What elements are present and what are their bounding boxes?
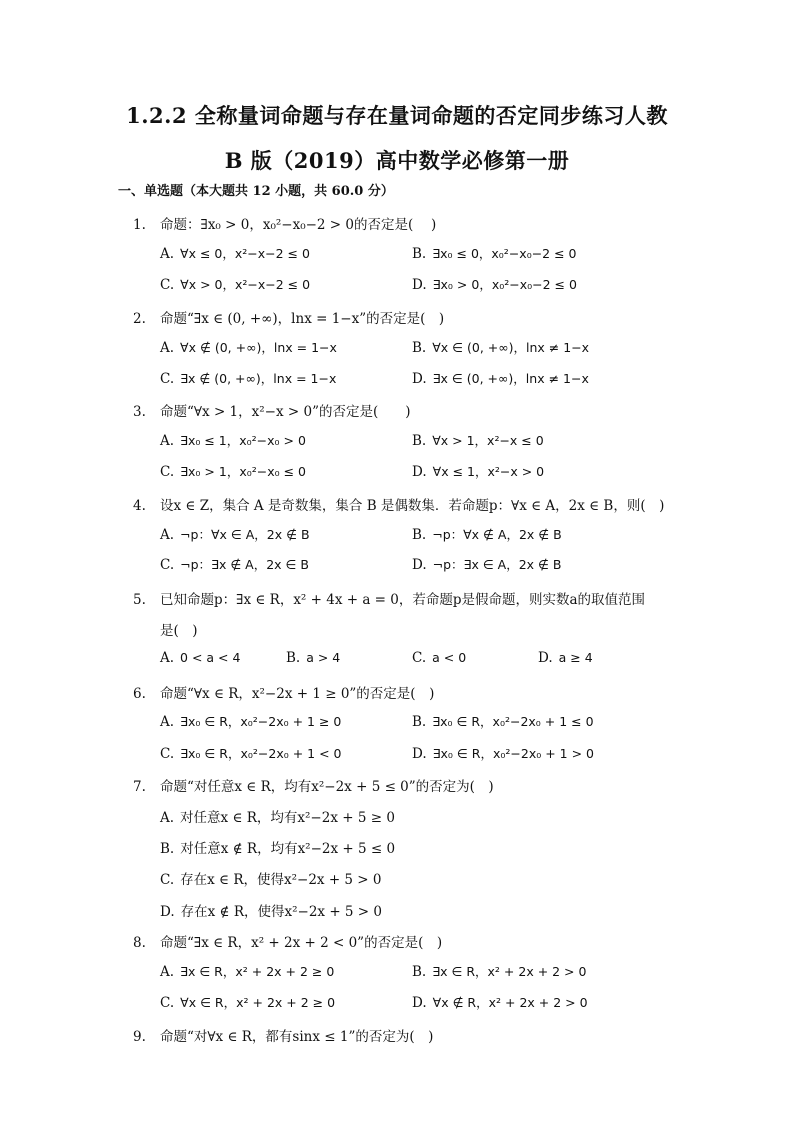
question-5-continuation: 是( ) xyxy=(160,623,198,639)
question-text: 命题“∃x ∈ R，x² + 2x + 2 < 0”的否定是( ) xyxy=(160,935,443,951)
option-label: B. xyxy=(160,841,175,857)
option-a xyxy=(160,244,310,262)
option-label: A. xyxy=(160,714,175,730)
option-d xyxy=(412,462,544,480)
option-label: B. xyxy=(412,433,427,449)
question-number: 1. xyxy=(133,217,146,233)
option-text: a < 0 xyxy=(432,650,467,665)
question-text: 已知命题p：∃x ∈ R，x² + 4x + a = 0，若命题p是假命题，则实数a的取值范围 xyxy=(160,592,646,608)
option-label: B. xyxy=(412,340,427,356)
option-text: ∀x > 1，x²−x ≤ 0 xyxy=(432,433,544,448)
option-label: B. xyxy=(412,714,427,730)
option-label: A. xyxy=(160,650,175,666)
option-b xyxy=(286,650,340,666)
option-label: C. xyxy=(160,371,175,387)
question-6 xyxy=(133,682,434,702)
option-b xyxy=(412,525,562,543)
question-number: 9. xyxy=(133,1029,146,1045)
question-5 xyxy=(133,588,645,608)
option-label: C. xyxy=(160,746,175,762)
option-label: B. xyxy=(412,964,427,980)
question-1 xyxy=(133,213,436,233)
option-c xyxy=(160,555,309,573)
option-text: ¬p：∃x ∉ A，2x ∈ B xyxy=(180,557,309,572)
option-text: ∃x ∈ R，x² + 2x + 2 > 0 xyxy=(432,964,587,979)
question-number: 2. xyxy=(133,311,146,327)
option-b xyxy=(412,244,577,262)
option-label: C. xyxy=(412,650,427,666)
question-number: 6. xyxy=(133,686,146,702)
option-label: B. xyxy=(286,650,301,666)
option-text: a > 4 xyxy=(306,650,341,665)
document-title-line2: B 版（2019）高中数学必修第一册 xyxy=(224,148,570,173)
option-label: C. xyxy=(160,872,175,888)
option-label: A. xyxy=(160,527,175,543)
question-number: 3. xyxy=(133,404,146,420)
option-d xyxy=(160,900,382,920)
option-label: A. xyxy=(160,246,175,262)
question-8 xyxy=(133,931,442,951)
option-text: a ≥ 4 xyxy=(558,650,593,665)
document-title-line1: 1.2.2 全称量词命题与存在量词命题的否定同步练习人教 xyxy=(126,103,668,128)
question-text: 命题“∀x > 1，x²−x > 0”的否定是( ) xyxy=(160,404,411,420)
option-label: D. xyxy=(160,904,175,920)
option-text: ∃x₀ ∈ R，x₀²−2x₀ + 1 ≥ 0 xyxy=(180,714,342,729)
option-text: ¬p：∀x ∈ A，2x ∉ B xyxy=(180,527,310,542)
option-d xyxy=(412,275,577,293)
option-text: ∃x ∈ R，x² + 2x + 2 ≥ 0 xyxy=(180,964,335,979)
option-label: C. xyxy=(160,995,175,1011)
option-label: A. xyxy=(160,433,175,449)
option-label: C. xyxy=(160,277,175,293)
option-c xyxy=(160,868,382,888)
option-label: D. xyxy=(412,277,427,293)
option-text: ∃x₀ ∈ R，x₀²−2x₀ + 1 > 0 xyxy=(432,746,594,761)
option-b xyxy=(412,338,589,356)
option-label: C. xyxy=(160,557,175,573)
question-7 xyxy=(133,775,494,795)
option-label: A. xyxy=(160,964,175,980)
option-text: ∃x₀ ∈ R，x₀²−2x₀ + 1 ≤ 0 xyxy=(432,714,594,729)
option-text: 存在x ∈ R，使得x²−2x + 5 > 0 xyxy=(180,872,382,888)
question-text: 命题“对任意x ∈ R，均有x²−2x + 5 ≤ 0”的否定为( ) xyxy=(160,779,494,795)
option-label: C. xyxy=(160,464,175,480)
option-text: ∃x₀ ≤ 1，x₀²−x₀ > 0 xyxy=(180,433,306,448)
option-text: ∀x ≤ 1，x²−x > 0 xyxy=(432,464,545,479)
option-text: ∀x ∉ R，x² + 2x + 2 > 0 xyxy=(432,995,588,1010)
question-text: 命题：∃x₀ > 0，x₀²−x₀−2 > 0的否定是( ) xyxy=(160,217,437,233)
option-c xyxy=(160,993,335,1011)
option-a xyxy=(160,650,240,666)
option-text: ∀x > 0，x²−x−2 ≤ 0 xyxy=(180,277,311,292)
question-number: 4. xyxy=(133,498,146,514)
option-d xyxy=(412,993,588,1011)
option-label: D. xyxy=(538,650,553,666)
question-number: 7. xyxy=(133,779,146,795)
option-label: D. xyxy=(412,464,427,480)
question-2 xyxy=(133,307,444,327)
option-text: ∃x ∈ (0, +∞)，lnx ≠ 1−x xyxy=(432,371,589,386)
option-d xyxy=(412,555,562,573)
option-a xyxy=(160,962,334,980)
section-header: 一、单选题（本大题共 12 小题，共 60.0 分） xyxy=(118,184,394,199)
option-text: ¬p：∀x ∉ A，2x ∉ B xyxy=(432,527,562,542)
option-text: ∃x ∉ (0, +∞)，lnx = 1−x xyxy=(180,371,337,386)
option-a xyxy=(160,525,310,543)
option-label: D. xyxy=(412,371,427,387)
option-text: ∀x ∈ R，x² + 2x + 2 ≥ 0 xyxy=(180,995,336,1010)
option-label: A. xyxy=(160,810,175,826)
option-c xyxy=(160,275,310,293)
option-text: 存在x ∉ R，使得x²−2x + 5 > 0 xyxy=(180,904,383,920)
option-text: ¬p：∃x ∈ A，2x ∉ B xyxy=(432,557,562,572)
option-c xyxy=(160,744,341,762)
option-b xyxy=(412,962,586,980)
option-c xyxy=(412,650,466,666)
option-text: 对任意x ∈ R，均有x²−2x + 5 ≥ 0 xyxy=(180,810,395,826)
option-text: ∀x ≤ 0，x²−x−2 ≤ 0 xyxy=(180,246,310,261)
option-a xyxy=(160,338,337,356)
option-text: 0 < a < 4 xyxy=(180,650,241,665)
option-text: ∀x ∈ (0, +∞)，lnx ≠ 1−x xyxy=(432,340,590,355)
option-d xyxy=(412,744,594,762)
option-text: ∃x₀ > 0，x₀²−x₀−2 ≤ 0 xyxy=(432,277,577,292)
question-text: 设x ∈ Z，集合 A 是奇数集，集合 B 是偶数集．若命题p：∀x ∈ A，2x ∈ B，则( ) xyxy=(160,498,665,514)
option-d xyxy=(412,369,589,387)
option-a xyxy=(160,712,341,730)
option-d xyxy=(538,650,593,666)
question-number: 5. xyxy=(133,592,146,608)
question-text: 命题“∃x ∈ (0, +∞)，lnx = 1−x”的否定是( ) xyxy=(160,311,445,327)
option-b xyxy=(412,712,594,730)
question-number: 8. xyxy=(133,935,146,951)
option-b xyxy=(412,431,544,449)
option-label: B. xyxy=(412,527,427,543)
option-c xyxy=(160,462,306,480)
option-label: D. xyxy=(412,995,427,1011)
option-a xyxy=(160,806,395,826)
question-9 xyxy=(133,1025,433,1045)
option-label: B. xyxy=(412,246,427,262)
option-text: ∃x₀ ∈ R，x₀²−2x₀ + 1 < 0 xyxy=(180,746,342,761)
option-text: ∃x₀ > 1，x₀²−x₀ ≤ 0 xyxy=(180,464,306,479)
option-b xyxy=(160,837,395,857)
question-text: 命题“对∀x ∈ R，都有sinx ≤ 1”的否定为( ) xyxy=(160,1029,434,1045)
question-4 xyxy=(133,494,664,514)
option-text: ∃x₀ ≤ 0，x₀²−x₀−2 ≤ 0 xyxy=(432,246,577,261)
option-a xyxy=(160,431,306,449)
question-3 xyxy=(133,400,411,420)
option-label: D. xyxy=(412,557,427,573)
option-text: ∀x ∉ (0, +∞)，lnx = 1−x xyxy=(180,340,337,355)
question-text: 命题“∀x ∈ R，x²−2x + 1 ≥ 0”的否定是( ) xyxy=(160,686,435,702)
option-text: 对任意x ∉ R，均有x²−2x + 5 ≤ 0 xyxy=(180,841,396,857)
option-label: D. xyxy=(412,746,427,762)
option-c xyxy=(160,369,336,387)
option-label: A. xyxy=(160,340,175,356)
